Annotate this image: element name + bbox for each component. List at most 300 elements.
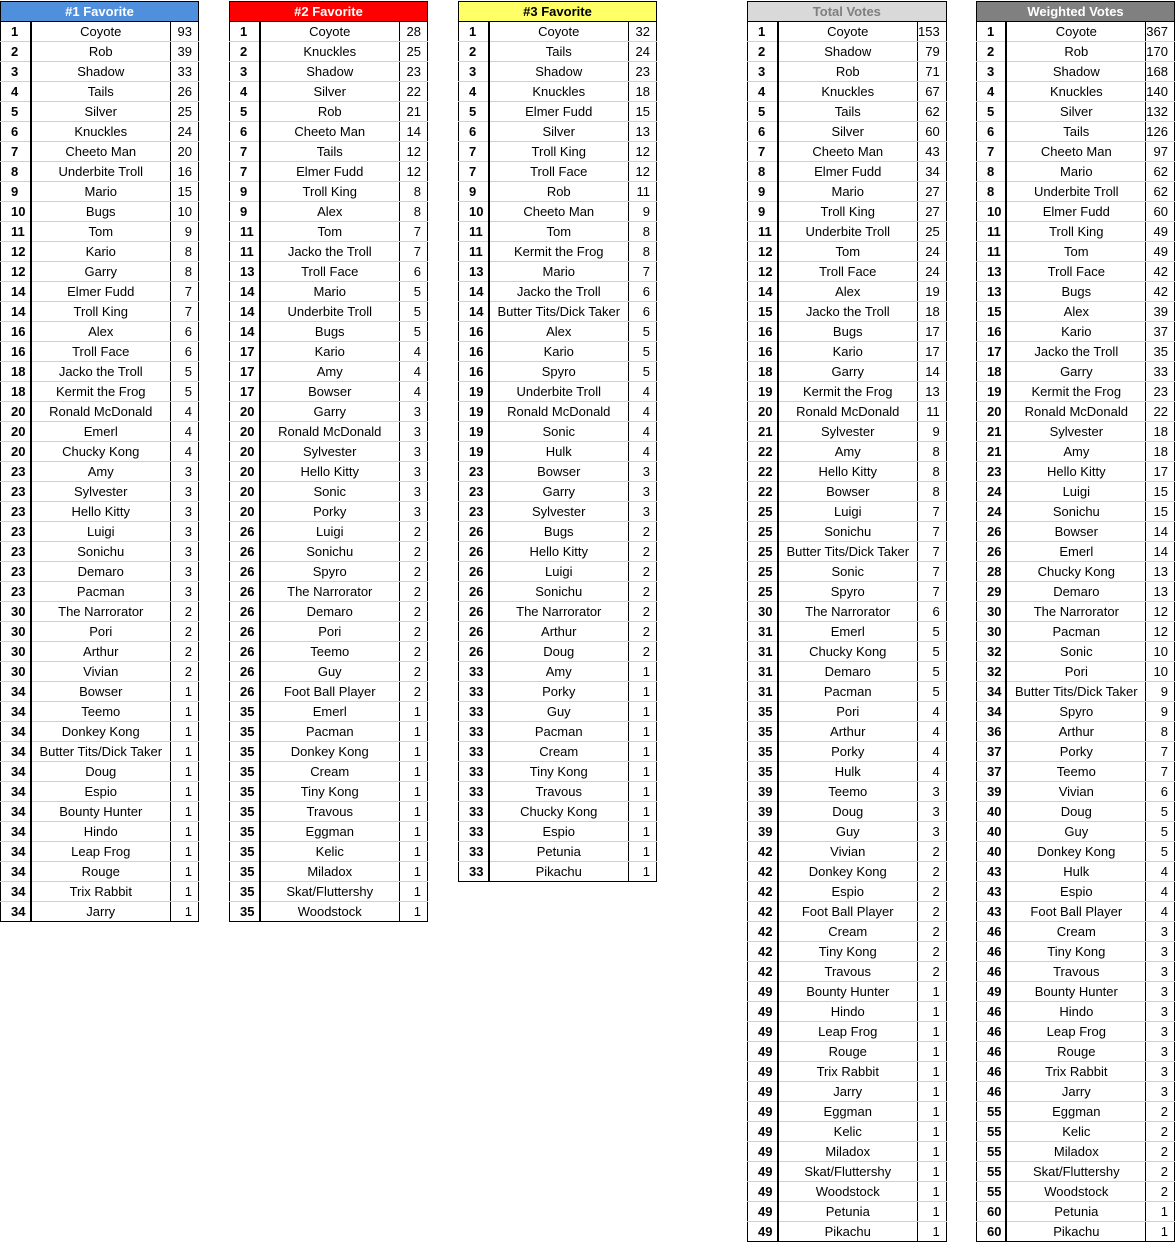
table-row [1, 162, 199, 182]
vote-count-cell: 3 [629, 502, 657, 522]
rank-cell: 1 [459, 22, 489, 42]
character-name-cell: Kario [778, 342, 918, 362]
character-name-cell: Vivian [778, 842, 918, 862]
vote-count-cell: 28 [400, 22, 428, 42]
character-name-cell: Bounty Hunter [1006, 982, 1145, 1002]
rank-cell: 49 [748, 1162, 778, 1182]
table-row [230, 422, 428, 442]
rank-cell: 5 [230, 102, 260, 122]
vote-count-cell: 93 [171, 22, 199, 42]
character-name-cell: Demaro [31, 562, 171, 582]
character-name-cell: Kario [31, 242, 171, 262]
character-name-cell: Kermit the Frog [31, 382, 171, 402]
rank-cell: 37 [977, 762, 1007, 782]
table-row [230, 562, 428, 582]
vote-count-cell: 1 [400, 842, 428, 862]
rank-cell: 35 [748, 722, 778, 742]
character-name-cell: Sylvester [1006, 422, 1145, 442]
table-row [977, 362, 1175, 382]
rank-cell: 1 [748, 22, 778, 42]
rank-cell: 46 [977, 1022, 1007, 1042]
vote-count-cell: 25 [171, 102, 199, 122]
rank-cell: 8 [748, 162, 778, 182]
character-name-cell: Sonic [260, 482, 400, 502]
rank-cell: 3 [1, 62, 31, 82]
character-name-cell: Emerl [31, 422, 171, 442]
character-name-cell: Sylvester [31, 482, 171, 502]
character-name-cell: Sonichu [778, 522, 918, 542]
vote-count-cell: 18 [629, 82, 657, 102]
vote-count-cell: 5 [918, 682, 947, 702]
rank-cell: 33 [459, 762, 489, 782]
rank-cell: 5 [459, 102, 489, 122]
table-row [748, 102, 947, 122]
rank-cell: 49 [748, 1082, 778, 1102]
vote-count-cell: 2 [629, 622, 657, 642]
character-name-cell: Vivian [31, 662, 171, 682]
vote-count-cell: 7 [918, 562, 947, 582]
character-name-cell: Trix Rabbit [778, 1062, 918, 1082]
character-name-cell: Pikachu [778, 1222, 918, 1242]
rank-cell: 31 [748, 622, 778, 642]
vote-count-cell: 1 [629, 782, 657, 802]
table-row [230, 302, 428, 322]
table-row [459, 402, 657, 422]
rank-cell: 22 [748, 482, 778, 502]
character-name-cell: Arthur [31, 642, 171, 662]
vote-count-cell: 1 [918, 1182, 947, 1202]
character-name-cell: Kario [260, 342, 400, 362]
character-name-cell: Sonic [1006, 642, 1145, 662]
table-row [748, 122, 947, 142]
table-row [977, 382, 1175, 402]
vote-count-cell: 3 [1146, 1042, 1175, 1062]
table-row [459, 322, 657, 342]
vote-count-cell: 4 [918, 762, 947, 782]
vote-count-cell: 153 [918, 22, 947, 42]
rank-cell: 25 [748, 522, 778, 542]
rank-cell: 4 [459, 82, 489, 102]
table-row [459, 142, 657, 162]
rank-cell: 14 [230, 302, 260, 322]
rank-cell: 20 [230, 442, 260, 462]
vote-count-cell: 1 [629, 722, 657, 742]
rank-cell: 34 [1, 682, 31, 702]
rank-cell: 49 [748, 1122, 778, 1142]
vote-count-cell: 5 [629, 322, 657, 342]
vote-count-cell: 15 [629, 102, 657, 122]
character-name-cell: Kelic [260, 842, 400, 862]
rank-cell: 2 [1, 42, 31, 62]
character-name-cell: Donkey Kong [31, 722, 171, 742]
table-row [1, 882, 199, 902]
table-row [748, 1042, 947, 1062]
rank-cell: 42 [748, 842, 778, 862]
character-name-cell: Pacman [260, 722, 400, 742]
rank-cell: 16 [1, 342, 31, 362]
rank-cell: 23 [977, 462, 1007, 482]
vote-count-cell: 7 [629, 262, 657, 282]
table-row [748, 862, 947, 882]
character-name-cell: Garry [31, 262, 171, 282]
table-row [748, 282, 947, 302]
table-row [459, 502, 657, 522]
vote-count-cell: 5 [918, 622, 947, 642]
vote-count-cell: 33 [171, 62, 199, 82]
rank-cell: 46 [977, 1002, 1007, 1022]
vote-count-cell: 9 [918, 422, 947, 442]
table-row [1, 842, 199, 862]
character-name-cell: Chucky Kong [1006, 562, 1145, 582]
character-name-cell: Rob [489, 182, 629, 202]
character-name-cell: Sylvester [489, 502, 629, 522]
rank-cell: 33 [459, 802, 489, 822]
table-row [748, 62, 947, 82]
rank-cell: 26 [977, 522, 1007, 542]
character-name-cell: Elmer Fudd [260, 162, 400, 182]
table-header: Weighted Votes [977, 2, 1175, 22]
rank-cell: 6 [459, 122, 489, 142]
rank-cell: 35 [748, 702, 778, 722]
table-row [459, 462, 657, 482]
character-name-cell: Butter Tits/Dick Taker [1006, 682, 1145, 702]
table-row [230, 222, 428, 242]
character-name-cell: Bugs [31, 202, 171, 222]
table-row [1, 262, 199, 282]
rank-cell: 34 [1, 762, 31, 782]
table-row [230, 642, 428, 662]
vote-count-cell: 4 [629, 422, 657, 442]
table-row [748, 22, 947, 42]
rank-cell: 49 [748, 1222, 778, 1242]
table-row [459, 762, 657, 782]
vote-count-cell: 1 [629, 702, 657, 722]
character-name-cell: Petunia [1006, 1202, 1145, 1222]
table-row [748, 742, 947, 762]
table-row [977, 902, 1175, 922]
rank-cell: 6 [1, 122, 31, 142]
table-row [459, 782, 657, 802]
rank-cell: 23 [459, 462, 489, 482]
rank-cell: 26 [459, 622, 489, 642]
rank-cell: 3 [748, 62, 778, 82]
vote-count-cell: 5 [171, 382, 199, 402]
vote-count-cell: 2 [400, 582, 428, 602]
vote-count-cell: 2 [1146, 1142, 1175, 1162]
vote-count-cell: 18 [1146, 442, 1175, 462]
table-row [230, 282, 428, 302]
vote-count-cell: 2 [171, 602, 199, 622]
vote-count-cell: 1 [918, 1002, 947, 1022]
character-name-cell: Underbite Troll [260, 302, 400, 322]
rank-cell: 13 [230, 262, 260, 282]
vote-count-cell: 1 [629, 862, 657, 882]
character-name-cell: Tails [778, 102, 918, 122]
character-name-cell: Troll King [31, 302, 171, 322]
table-row [977, 502, 1175, 522]
vote-count-cell: 2 [1146, 1102, 1175, 1122]
rank-cell: 40 [977, 842, 1007, 862]
rank-cell: 25 [748, 582, 778, 602]
rank-cell: 49 [748, 1002, 778, 1022]
character-name-cell: Skat/Fluttershy [260, 882, 400, 902]
character-name-cell: Bounty Hunter [778, 982, 918, 1002]
table-row [748, 402, 947, 422]
rank-cell: 20 [748, 402, 778, 422]
rank-cell: 3 [459, 62, 489, 82]
rank-cell: 18 [1, 362, 31, 382]
rank-cell: 14 [748, 282, 778, 302]
table-row [977, 282, 1175, 302]
vote-count-cell: 5 [400, 282, 428, 302]
table-row [1, 142, 199, 162]
rank-cell: 20 [230, 502, 260, 522]
table-row [230, 882, 428, 902]
table-row [1, 282, 199, 302]
vote-count-cell: 1 [629, 842, 657, 862]
rank-cell: 23 [1, 462, 31, 482]
rank-cell: 40 [977, 802, 1007, 822]
character-name-cell: Troll King [778, 202, 918, 222]
rank-cell: 5 [977, 102, 1007, 122]
table-row [230, 782, 428, 802]
rank-cell: 26 [230, 642, 260, 662]
vote-count-cell: 4 [1146, 902, 1175, 922]
vote-count-cell: 6 [1146, 782, 1175, 802]
rank-cell: 13 [977, 262, 1007, 282]
table-row [230, 542, 428, 562]
character-name-cell: Silver [260, 82, 400, 102]
vote-count-cell: 5 [1146, 842, 1175, 862]
vote-count-cell: 24 [918, 242, 947, 262]
character-name-cell: Troll King [489, 142, 629, 162]
rank-cell: 16 [748, 322, 778, 342]
rank-cell: 26 [459, 542, 489, 562]
vote-count-cell: 8 [400, 182, 428, 202]
character-name-cell: Travous [1006, 962, 1145, 982]
character-name-cell: Demaro [260, 602, 400, 622]
rank-cell: 23 [1, 482, 31, 502]
character-name-cell: Cream [260, 762, 400, 782]
rank-cell: 26 [459, 602, 489, 622]
character-name-cell: Travous [489, 782, 629, 802]
rank-cell: 20 [230, 402, 260, 422]
vote-count-cell: 1 [918, 1162, 947, 1182]
character-name-cell: Spyro [260, 562, 400, 582]
table-row [977, 622, 1175, 642]
table-row [230, 842, 428, 862]
vote-count-cell: 2 [918, 962, 947, 982]
character-name-cell: Amy [1006, 442, 1145, 462]
vote-count-cell: 33 [1146, 362, 1175, 382]
table-row [977, 862, 1175, 882]
vote-count-cell: 2 [400, 622, 428, 642]
character-name-cell: Espio [489, 822, 629, 842]
rank-cell: 20 [1, 442, 31, 462]
character-name-cell: Chucky Kong [31, 442, 171, 462]
vote-count-cell: 39 [1146, 302, 1175, 322]
rank-cell: 49 [748, 1142, 778, 1162]
character-name-cell: Mario [31, 182, 171, 202]
table-row [1, 802, 199, 822]
character-name-cell: Bowser [260, 382, 400, 402]
character-name-cell: Eggman [1006, 1102, 1145, 1122]
table-row [230, 682, 428, 702]
rank-cell: 13 [977, 282, 1007, 302]
vote-count-cell: 1 [1146, 1222, 1175, 1242]
table-row [459, 662, 657, 682]
character-name-cell: Kermit the Frog [1006, 382, 1145, 402]
character-name-cell: Troll Face [1006, 262, 1145, 282]
character-name-cell: Tom [31, 222, 171, 242]
rank-cell: 34 [1, 782, 31, 802]
vote-count-cell: 2 [1146, 1122, 1175, 1142]
rank-cell: 42 [748, 922, 778, 942]
character-name-cell: Guy [489, 702, 629, 722]
character-name-cell: Coyote [260, 22, 400, 42]
vote-count-cell: 16 [171, 162, 199, 182]
vote-count-cell: 2 [629, 522, 657, 542]
rank-cell: 22 [748, 442, 778, 462]
table-row [459, 622, 657, 642]
table-row [459, 242, 657, 262]
vote-count-cell: 1 [918, 1022, 947, 1042]
rank-cell: 19 [459, 422, 489, 442]
vote-count-cell: 12 [629, 142, 657, 162]
table-row [977, 982, 1175, 1002]
vote-count-cell: 4 [400, 362, 428, 382]
table-row [1, 822, 199, 842]
rank-cell: 26 [230, 562, 260, 582]
table-row [977, 1182, 1175, 1202]
character-name-cell: Troll King [1006, 222, 1145, 242]
character-name-cell: Jacko the Troll [31, 362, 171, 382]
vote-count-cell: 3 [1146, 1022, 1175, 1042]
rank-cell: 8 [977, 182, 1007, 202]
vote-count-cell: 3 [400, 442, 428, 462]
vote-count-cell: 5 [1146, 822, 1175, 842]
vote-count-cell: 27 [918, 182, 947, 202]
character-name-cell: Spyro [778, 582, 918, 602]
table-row [977, 642, 1175, 662]
table-row [977, 1222, 1175, 1242]
vote-count-cell: 2 [171, 622, 199, 642]
table-row [748, 562, 947, 582]
table-row [1, 562, 199, 582]
table-row [1, 182, 199, 202]
character-name-cell: Foot Ball Player [778, 902, 918, 922]
vote-count-cell: 8 [629, 222, 657, 242]
character-name-cell: Hello Kitty [31, 502, 171, 522]
vote-count-cell: 1 [629, 742, 657, 762]
rank-cell: 35 [230, 822, 260, 842]
rank-cell: 12 [748, 262, 778, 282]
table-row [977, 1202, 1175, 1222]
vote-count-cell: 7 [400, 242, 428, 262]
character-name-cell: Miladox [778, 1142, 918, 1162]
table-row [230, 762, 428, 782]
vote-count-cell: 15 [1146, 502, 1175, 522]
vote-count-cell: 97 [1146, 142, 1175, 162]
rank-cell: 46 [977, 1042, 1007, 1062]
vote-count-cell: 62 [918, 102, 947, 122]
rank-cell: 4 [748, 82, 778, 102]
table-row [748, 722, 947, 742]
table-row [1, 122, 199, 142]
table-row [748, 242, 947, 262]
rank-cell: 39 [748, 802, 778, 822]
table-row [748, 382, 947, 402]
character-name-cell: Hulk [778, 762, 918, 782]
table-row [459, 162, 657, 182]
rank-cell: 17 [977, 342, 1007, 362]
table-row [459, 582, 657, 602]
character-name-cell: Garry [489, 482, 629, 502]
rank-cell: 30 [1, 622, 31, 642]
vote-count-cell: 62 [1146, 162, 1175, 182]
vote-count-cell: 3 [400, 462, 428, 482]
table-row [748, 462, 947, 482]
vote-count-cell: 4 [171, 422, 199, 442]
rank-cell: 5 [1, 102, 31, 122]
vote-count-cell: 4 [1146, 862, 1175, 882]
vote-count-cell: 6 [918, 602, 947, 622]
rank-cell: 23 [459, 502, 489, 522]
character-name-cell: Leap Frog [778, 1022, 918, 1042]
vote-count-cell: 3 [1146, 982, 1175, 1002]
rank-cell: 33 [459, 782, 489, 802]
vote-count-cell: 3 [400, 422, 428, 442]
table-row [977, 1002, 1175, 1022]
table-row [1, 662, 199, 682]
rank-cell: 4 [977, 82, 1007, 102]
character-name-cell: Alex [1006, 302, 1145, 322]
table-row [748, 1062, 947, 1082]
character-name-cell: Butter Tits/Dick Taker [778, 542, 918, 562]
character-name-cell: Cream [778, 922, 918, 942]
table-row [230, 622, 428, 642]
rank-cell: 17 [230, 342, 260, 362]
vote-count-cell: 22 [400, 82, 428, 102]
table-header: #1 Favorite [1, 2, 199, 22]
vote-count-cell: 9 [1146, 682, 1175, 702]
vote-count-cell: 17 [918, 322, 947, 342]
vote-count-cell: 7 [1146, 762, 1175, 782]
vote-count-cell: 39 [171, 42, 199, 62]
table-row [748, 702, 947, 722]
vote-count-cell: 3 [918, 802, 947, 822]
table-row [230, 182, 428, 202]
character-name-cell: Luigi [1006, 482, 1145, 502]
rank-cell: 26 [230, 662, 260, 682]
rank-cell: 4 [1, 82, 31, 102]
character-name-cell: Luigi [489, 562, 629, 582]
rank-cell: 20 [230, 462, 260, 482]
vote-count-cell: 3 [171, 502, 199, 522]
vote-count-cell: 12 [1146, 602, 1175, 622]
character-name-cell: Shadow [778, 42, 918, 62]
vote-count-cell: 7 [171, 302, 199, 322]
character-name-cell: Espio [1006, 882, 1145, 902]
vote-count-cell: 1 [400, 802, 428, 822]
character-name-cell: Ronald McDonald [31, 402, 171, 422]
table-row [1, 762, 199, 782]
table-row [459, 382, 657, 402]
table-row [230, 202, 428, 222]
character-name-cell: Doug [31, 762, 171, 782]
table-row [230, 822, 428, 842]
character-name-cell: Travous [778, 962, 918, 982]
